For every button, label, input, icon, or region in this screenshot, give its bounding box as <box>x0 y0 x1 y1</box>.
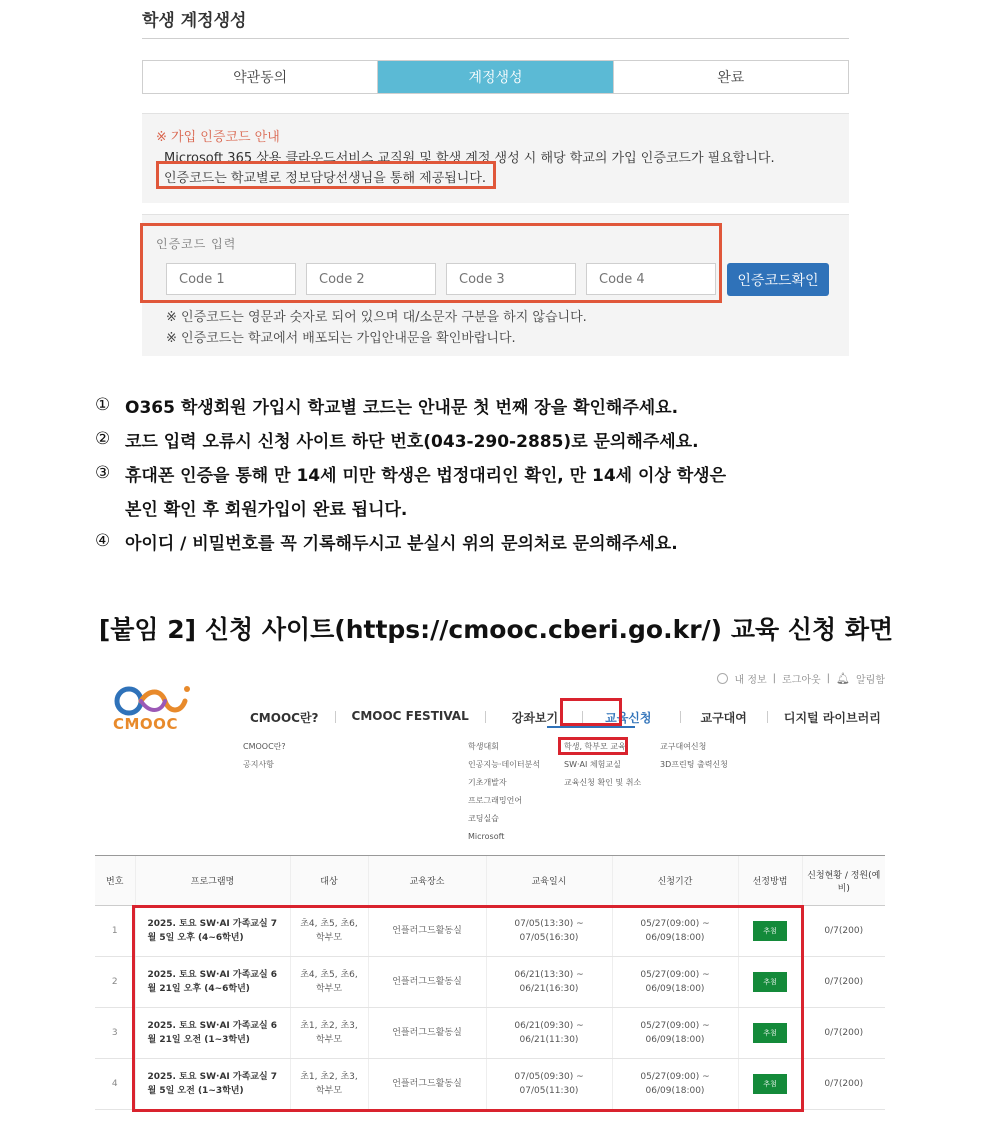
my-info-link[interactable]: 내 정보 <box>734 675 767 686</box>
utility-menu <box>717 671 885 686</box>
method-badge: 추첨 <box>753 972 787 992</box>
status-cell: 0/7(200) <box>802 957 885 1008</box>
notice-line-1: Microsoft 365 상용 클라우드서비스 교직원 및 학생 계정 생성 시 해당 학교의 가입 인증코드가 필요합니다. <box>164 151 775 166</box>
page-title: 학생 계정생성 <box>142 11 247 31</box>
row-number: 3 <box>95 1008 135 1059</box>
submenu-item[interactable]: 교육신청 확인 및 취소 <box>564 778 642 787</box>
item-number: ② <box>95 429 111 449</box>
method-badge: 추첨 <box>753 1023 787 1043</box>
col-header: 번호 <box>95 856 135 906</box>
row-number: 2 <box>95 957 135 1008</box>
table-header-row <box>95 856 885 906</box>
highlight-box <box>156 161 496 189</box>
target-cell: 초4, 초5, 초6, 학부모 <box>290 957 368 1008</box>
place-cell: 언플러그드활동실 <box>368 906 486 957</box>
submenu-item[interactable]: 공지사항 <box>243 760 274 769</box>
period-cell: 05/27(09:00) ~ 06/09(18:00) <box>612 1008 738 1059</box>
code-note-1: ※ 인증코드는 영문과 숫자로 되어 있으며 대/소문자 구분을 하지 않습니다. <box>166 310 587 325</box>
submenu-item[interactable]: 기초개발자 <box>468 778 507 787</box>
notice-line-2: 인증코드는 학교별로 정보담당선생님을 통해 제공됩니다. <box>164 171 487 186</box>
submenu-item[interactable]: SW·AI 체험교실 <box>564 760 621 769</box>
active-menu-indicator <box>547 726 635 728</box>
submenu-item-student-parent[interactable]: 학생, 학부모 교육 <box>564 742 626 751</box>
date-cell: 07/05(09:30) ~ 07/05(11:30) <box>486 1059 612 1110</box>
list-item <box>95 524 955 558</box>
target-cell: 초1, 초2, 초3, 학부모 <box>290 1008 368 1059</box>
instruction-list <box>95 388 955 558</box>
item-number: ④ <box>95 531 111 551</box>
place-cell: 언플러그드활동실 <box>368 1008 486 1059</box>
item-number: ③ <box>95 463 111 483</box>
date-cell: 06/21(13:30) ~ 06/21(16:30) <box>486 957 612 1008</box>
submenu-item[interactable]: Microsoft <box>468 832 505 841</box>
col-header: 신청현황 / 정원(예비) <box>802 856 885 906</box>
notice-heading: ※ 가입 인증코드 안내 <box>156 130 280 145</box>
place-cell: 언플러그드활동실 <box>368 1059 486 1110</box>
step-account-create[interactable]: 계정생성 <box>378 61 613 93</box>
separator: | <box>772 673 777 684</box>
item-text: 아이디 / 비밀번호를 꼭 기록해두시고 분실시 위의 문의처로 문의해주세요. <box>125 533 678 554</box>
nav-rental[interactable]: 교구대여 <box>700 711 747 725</box>
confirm-code-button[interactable]: 인증코드확인 <box>727 263 829 296</box>
submenu-item[interactable]: 코딩실습 <box>468 814 499 823</box>
submenu-item[interactable]: 프로그래밍언어 <box>468 796 523 805</box>
col-header: 교육일시 <box>486 856 612 906</box>
highlight-box <box>558 737 628 755</box>
place-cell: 언플러그드활동실 <box>368 957 486 1008</box>
nav-divider <box>335 711 336 723</box>
separator: | <box>826 673 831 684</box>
nav-divider <box>485 711 486 723</box>
item-text: O365 학생회원 가입시 학교별 코드는 안내문 첫 번째 장을 확인해주세요. <box>125 397 679 418</box>
row-number: 1 <box>95 906 135 957</box>
program-name-link[interactable]: 2025. 토요 SW·AI 가족교실 7월 5일 오후 (4~6학년) <box>135 906 290 957</box>
nav-apply[interactable]: 교육신청 <box>605 711 652 725</box>
list-item-continued <box>95 490 955 524</box>
nav-divider <box>767 711 768 723</box>
period-cell: 05/27(09:00) ~ 06/09(18:00) <box>612 906 738 957</box>
item-text: 본인 확인 후 회원가입이 완료 됩니다. <box>125 499 408 520</box>
date-cell: 07/05(13:30) ~ 07/05(16:30) <box>486 906 612 957</box>
submenu-item[interactable]: 교구대여신청 <box>660 742 707 751</box>
code-entry-panel <box>142 214 849 356</box>
col-header: 대상 <box>290 856 368 906</box>
method-badge: 추첨 <box>753 1074 787 1094</box>
step-complete[interactable]: 완료 <box>614 61 848 93</box>
list-item <box>95 388 955 422</box>
logo-text: CMOOC <box>113 715 178 733</box>
nav-courses[interactable]: 강좌보기 <box>511 711 559 725</box>
list-item <box>95 456 955 490</box>
code-1-input[interactable] <box>166 263 296 295</box>
col-header: 신청기간 <box>612 856 738 906</box>
period-cell: 05/27(09:00) ~ 06/09(18:00) <box>612 1059 738 1110</box>
program-name-link[interactable]: 2025. 토요 SW·AI 가족교실 7월 5일 오전 (1~3학년) <box>135 1059 290 1110</box>
highlight-box <box>132 905 804 1112</box>
submenu-item[interactable]: 3D프린팅 출력신청 <box>660 760 728 769</box>
code-4-input[interactable] <box>586 263 716 295</box>
submenu-rental <box>660 738 728 774</box>
period-cell: 05/27(09:00) ~ 06/09(18:00) <box>612 957 738 1008</box>
col-header: 교육장소 <box>368 856 486 906</box>
date-cell: 06/21(09:30) ~ 06/21(11:30) <box>486 1008 612 1059</box>
row-number: 4 <box>95 1059 135 1110</box>
step-indicator <box>142 60 849 94</box>
submenu-item[interactable]: 인공지능·데이터분석 <box>468 760 541 769</box>
item-number: ① <box>95 395 111 415</box>
program-name-link[interactable]: 2025. 토요 SW·AI 가족교실 6월 21일 오전 (1~3학년) <box>135 1008 290 1059</box>
section-title: [붙임 2] 신청 사이트(https://cmooc.cberi.go.kr/) 교육 신청 화면 <box>98 615 894 644</box>
nav-divider <box>680 711 681 723</box>
nav-about[interactable]: CMOOC란? <box>250 711 319 725</box>
item-text: 휴대폰 인증을 통해 만 14세 미만 학생은 법정대리인 확인, 만 14세 이상 학생은 <box>125 465 727 486</box>
code-label: 인증코드 입력 <box>156 237 237 251</box>
submenu-about <box>243 738 286 774</box>
code-inputs <box>166 263 716 295</box>
notifications-link[interactable]: 알림함 <box>856 675 885 686</box>
col-header: 프로그램명 <box>135 856 290 906</box>
step-terms[interactable]: 약관동의 <box>143 61 378 93</box>
signup-screenshot <box>142 0 849 356</box>
list-item <box>95 422 955 456</box>
submenu-item[interactable]: CMOOC란? <box>243 742 286 751</box>
divider <box>142 38 849 39</box>
status-cell: 0/7(200) <box>802 906 885 957</box>
method-badge: 추첨 <box>753 921 787 941</box>
code-3-input[interactable] <box>446 263 576 295</box>
target-cell: 초1, 초2, 초3, 학부모 <box>290 1059 368 1110</box>
item-text: 코드 입력 오류시 신청 사이트 하단 번호(043-290-2885)로 문의해주세요. <box>125 431 699 452</box>
status-cell: 0/7(200) <box>802 1008 885 1059</box>
nav-library[interactable]: 디지털 라이브러리 <box>783 711 881 725</box>
code-note-2: ※ 인증코드는 학교에서 배포되는 가입안내문을 확인바랍니다. <box>166 331 516 346</box>
code-2-input[interactable] <box>306 263 436 295</box>
nav-festival[interactable]: CMOOC FESTIVAL <box>351 709 469 723</box>
submenu-courses <box>468 738 540 846</box>
code-notice-box <box>142 113 849 203</box>
site-screenshot <box>95 665 885 1115</box>
status-cell: 0/7(200) <box>802 1059 885 1110</box>
program-name-link[interactable]: 2025. 토요 SW·AI 가족교실 6월 21일 오후 (4~6학년) <box>135 957 290 1008</box>
highlight-box <box>560 698 622 726</box>
bell-icon[interactable]: 🔔︎ <box>836 672 851 685</box>
col-header: 선정방법 <box>738 856 802 906</box>
target-cell: 초4, 초5, 초6, 학부모 <box>290 906 368 957</box>
user-icon <box>717 673 728 684</box>
submenu-item[interactable]: 학생대회 <box>468 742 499 751</box>
logout-link[interactable]: 로그아웃 <box>782 675 821 686</box>
